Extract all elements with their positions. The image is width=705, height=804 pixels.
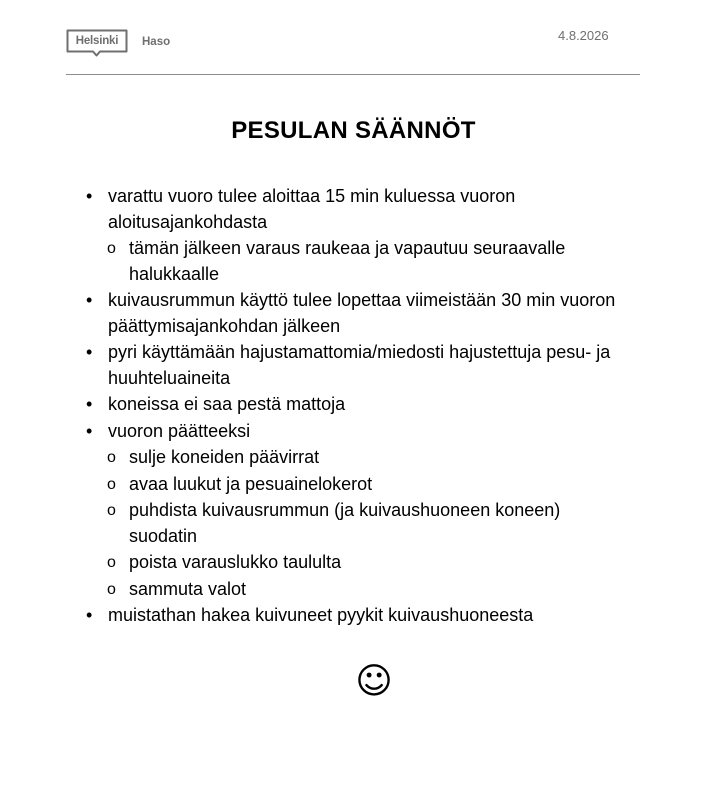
- rule-item: [86, 288, 631, 339]
- bullet-icon: •: [86, 186, 93, 206]
- rule-item: [86, 603, 631, 629]
- rule-subitem: [86, 445, 631, 471]
- rule-subitem: [86, 577, 631, 603]
- document-date: 4.8.2026: [558, 28, 609, 43]
- rule-text: vuoron päätteeksi: [108, 420, 251, 441]
- rule-subitem-text: puhdista kuivausrummun (ja kuivaushuoneen koneen) suodatin: [129, 500, 561, 546]
- logo-text: Helsinki: [75, 35, 119, 47]
- sub-bullet-icon: o: [107, 240, 116, 257]
- helsinki-logo: [66, 29, 128, 58]
- rule-item: [86, 184, 631, 235]
- page-header: [66, 28, 640, 75]
- rule-subitem-text: sammuta valot: [129, 578, 247, 599]
- bullet-icon: •: [86, 290, 93, 310]
- rule-item: [86, 340, 631, 391]
- rule-subitem-text: poista varauslukko taululta: [129, 552, 342, 572]
- rule-text: pyri käyttämään hajustamattomia/miedosti hajustettuja pesu- ja huuhteluaineita: [108, 342, 611, 388]
- rule-item: [86, 392, 631, 418]
- rules-list: [86, 184, 631, 630]
- rule-item: [86, 419, 631, 445]
- rule-text: muistathan hakea kuivuneet pyykit kuivaushuoneesta: [108, 605, 534, 625]
- rule-subitem: [86, 498, 631, 549]
- rule-text: kuivausrummun käyttö tulee lopettaa viimeistään 30 min vuoron päättymisajankohdan jälkeen: [108, 290, 616, 336]
- smiley-icon: ☺: [355, 661, 393, 702]
- bullet-icon: •: [86, 342, 93, 362]
- bullet-icon: •: [86, 605, 93, 625]
- sub-bullet-icon: o: [107, 554, 116, 571]
- rule-subitem-text: sulje koneiden päävirrat: [129, 447, 320, 467]
- sub-bullet-icon: o: [107, 502, 116, 519]
- bullet-icon: •: [86, 394, 93, 414]
- bullet-icon: •: [86, 420, 93, 441]
- sub-bullet-icon: o: [107, 449, 116, 466]
- org-name: Haso: [142, 36, 171, 48]
- rule-text: varattu vuoro tulee aloittaa 15 min kuluessa vuoron aloitusajankohdasta: [108, 186, 516, 232]
- rule-subitem-text: tämän jälkeen varaus raukeaa ja vapautuu seuraavalle halukkaalle: [129, 238, 566, 284]
- page-title: PESULAN SÄÄNNÖT: [231, 117, 476, 144]
- sub-bullet-icon: o: [107, 475, 116, 493]
- rule-subitem-text: avaa luukut ja pesuainelokerot: [129, 473, 373, 494]
- sub-bullet-icon: o: [107, 580, 116, 598]
- rule-subitem: [86, 472, 631, 498]
- rule-subitem: [86, 236, 631, 287]
- rule-text: koneissa ei saa pestä mattoja: [108, 394, 346, 414]
- rule-subitem: [86, 550, 631, 576]
